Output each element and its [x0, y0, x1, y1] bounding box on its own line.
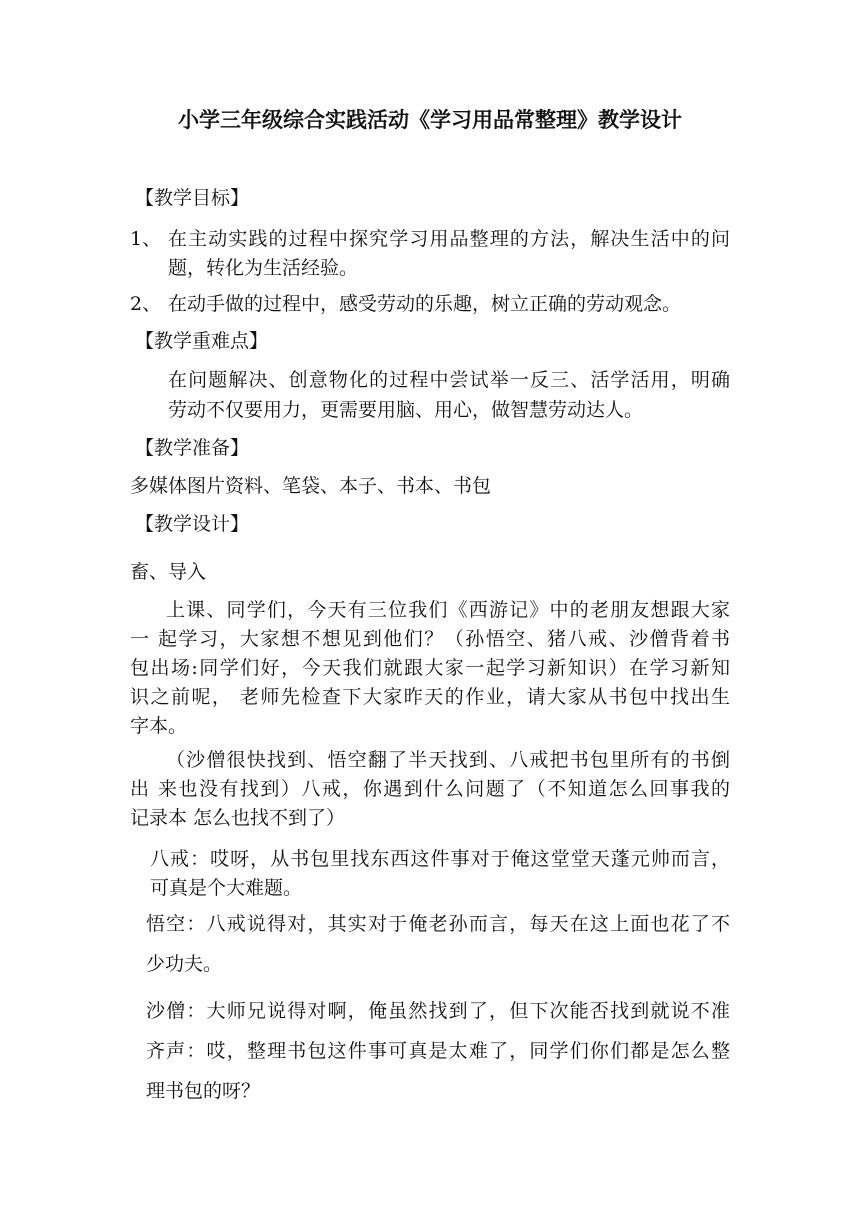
section-intro-heading: 畜、导入 — [130, 561, 207, 583]
paragraph-1-line-1: 上课、同学们，今天有三位我们《西游记》中的老朋友想跟大家 — [166, 599, 730, 621]
document-title: 小学三年级综合实践活动《学习用品常整理》教学设计 — [178, 107, 682, 132]
paragraph-2-line-2: 出 来也没有找到）八戒，你遇到什么问题了（不知道怎么回事我的 — [130, 778, 730, 800]
objective-1-line-1: 在主动实践的过程中探究学习用品整理的方法，解决生活中的问 — [168, 228, 730, 250]
dialogue-together-line-2: 理书包的呀？ — [146, 1080, 261, 1102]
objective-2-number: 2、 — [130, 293, 162, 315]
key-points-heading: 【教学重难点】 — [135, 330, 269, 352]
objective-1-number: 1、 — [130, 228, 162, 250]
key-points-line-1: 在问题解决、创意物化的过程中尝试举一反三、活学活用，明确 — [168, 369, 730, 391]
dialogue-wukong-line-2: 少功夫。 — [146, 953, 223, 975]
dialogue-bajie-line-1: 八戒：哎呀，从书包里找东西这件事对于俺这堂堂天蓬元帅而言， — [150, 848, 730, 870]
paragraph-1-line-4: 识之前呢， 老师先检查下大家昨天的作业，请大家从书包中找出生 — [130, 686, 730, 708]
paragraph-2-line-1: （沙僧很快找到、悟空翻了半天找到、八戒把书包里所有的书倒 — [166, 749, 730, 771]
preparation-heading: 【教学准备】 — [135, 437, 250, 459]
dialogue-wukong-line-1: 悟空：八戒说得对，其实对于俺老孙而言，每天在这上面也花了不 — [146, 913, 730, 935]
objective-1-line-2: 题，转化为生活经验。 — [168, 257, 359, 279]
dialogue-together-line-1: 齐声：哎，整理书包这件事可真是太难了，同学们你们都是怎么整 — [146, 1040, 730, 1062]
key-points-line-2: 劳动不仅要用力，更需要用脑、用心，做智慧劳动达人。 — [168, 399, 644, 421]
design-heading: 【教学设计】 — [135, 513, 250, 535]
objective-2-text: 在动手做的过程中，感受劳动的乐趣，树立正确的劳动观念。 — [168, 293, 682, 315]
paragraph-1-line-5: 字本。 — [130, 715, 188, 737]
objectives-heading: 【教学目标】 — [135, 187, 250, 209]
paragraph-2-line-3: 记录本 怎么也找不到了） — [130, 807, 346, 829]
dialogue-shaseng: 沙僧：大师兄说得对啊，俺虽然找到了，但下次能否找到就说不准 — [146, 1000, 730, 1022]
paragraph-1-line-2: 一 起学习，大家想不想见到他们？（孙悟空、猪八戒、沙僧背着书 — [130, 628, 730, 650]
preparation-text: 多媒体图片资料、笔袋、本子、书本、书包 — [130, 475, 492, 497]
dialogue-bajie-line-2: 可真是个大难题。 — [150, 877, 303, 899]
paragraph-1-line-3: 包出场:同学们好，今天我们就跟大家一起学习新知识）在学习新知 — [130, 657, 730, 679]
